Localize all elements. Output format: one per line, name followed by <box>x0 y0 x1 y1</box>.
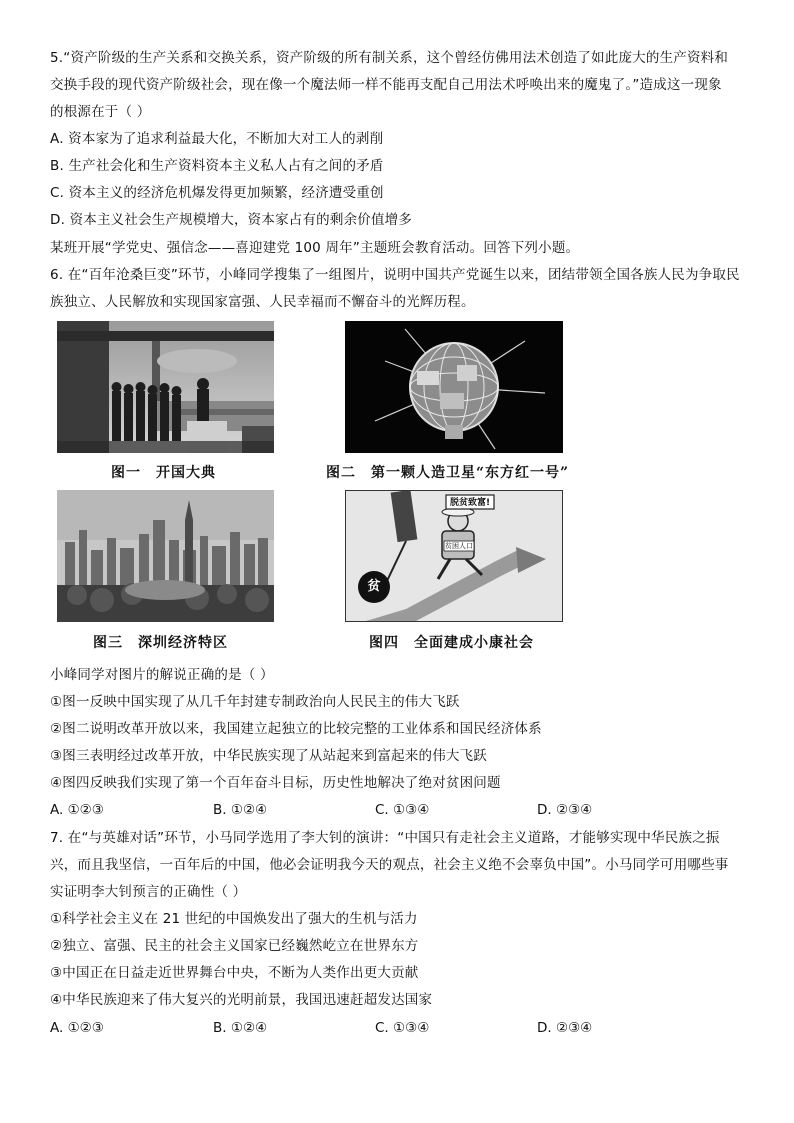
q5-option-c: C. 资本主义的经济危机爆发得更加频繁，经济遭受重创 <box>50 185 384 201</box>
q5-stem-line-2: 交换手段的现代资产阶级社会，现在像一个魔法师一样不能再支配自己用法术呼唤出来的魔鬼了。”造成这一现象 <box>50 77 722 93</box>
caption-figure-1: 图一 开国大典 <box>111 465 216 481</box>
caption-figure-3: 图三 深圳经济特区 <box>93 635 228 651</box>
q6-choice-a: A. ①②③ <box>50 802 104 818</box>
figure-cartoon-illustration <box>345 490 563 622</box>
q5-stem-line-1: 5.“资产阶级的生产关系和交换关系，资产阶级的所有制关系，这个曾经仿佛用法术创造了如此庞大的生产资料和 <box>50 50 729 66</box>
q5-stem-line-3: 的根源在于（ ） <box>50 104 151 120</box>
cartoon-badge-text: 贫困人口 <box>445 542 473 550</box>
q7-statement-2: ②独立、富强、民主的社会主义国家已经巍然屹立在世界东方 <box>50 938 419 954</box>
q6-choice-c: C. ①③④ <box>375 802 430 818</box>
section-intro: 某班开展“学党史、强信念——喜迎建党 100 周年”主题班会教育活动。回答下列小题。 <box>50 240 580 256</box>
q6-statement-1: ①图一反映中国实现了从几千年封建专制政治向人民民主的伟大飞跃 <box>50 694 460 710</box>
q6-statement-3: ③图三表明经过改革开放，中华民族实现了从站起来到富起来的伟大飞跃 <box>50 748 488 764</box>
q7-choice-b: B. ①②④ <box>213 1020 268 1036</box>
caption-figure-4: 图四 全面建成小康社会 <box>369 635 534 651</box>
q7-choice-c: C. ①③④ <box>375 1020 430 1036</box>
cartoon-sign-text: 脱贫致富! <box>449 498 491 508</box>
q6-statement-2: ②图二说明改革开放以来，我国建立起独立的比较完整的工业体系和国民经济体系 <box>50 721 542 737</box>
q6-statement-4: ④图四反映我们实现了第一个百年奋斗目标，历史性地解决了绝对贫困问题 <box>50 775 501 791</box>
q7-choice-d: D. ②③④ <box>537 1020 593 1036</box>
cartoon-ball-text: 贫 <box>367 579 381 594</box>
q5-option-a: A. 资本家为了追求利益最大化，不断加大对工人的剥削 <box>50 131 384 147</box>
q7-statement-4: ④中华民族迎来了伟大复兴的光明前景，我国迅速赶超发达国家 <box>50 992 433 1008</box>
q6-stem-line-1: 6. 在“百年沧桑巨变”环节，小峰同学搜集了一组图片，说明中国共产党诞生以来，团结带领全国各族人民为争取民 <box>50 267 740 283</box>
q6-question: 小峰同学对图片的解说正确的是（ ） <box>50 667 274 683</box>
q6-stem-line-2: 族独立、人民解放和实现国家富强、人民幸福而不懈奋斗的光辉历程。 <box>50 294 475 310</box>
q7-choice-a: A. ①②③ <box>50 1020 104 1036</box>
q5-option-b: B. 生产社会化和生产资料资本主义私人占有之间的矛盾 <box>50 158 384 174</box>
q7-stem-line-3: 实证明李大钊预言的正确性（ ） <box>50 884 247 900</box>
figure-shenzhen-skyline-photo <box>57 490 274 622</box>
q5-option-d: D. 资本主义社会生产规模增大，资本家占有的剩余价值增多 <box>50 212 413 228</box>
q7-statement-3: ③中国正在日益走近世界舞台中央，不断为人类作出更大贡献 <box>50 965 419 981</box>
figure-founding-ceremony-photo <box>57 321 274 453</box>
q7-stem-line-2: 兴，而且我坚信，一百年后的中国，他必会证明我今天的观点，社会主义绝不会辜负中国”。小马同学可用哪些事 <box>50 857 729 873</box>
q7-stem-line-1: 7. 在“与英雄对话”环节，小马同学选用了李大钊的演讲：“中国只有走社会主义道路，才能够实现中华民族之振 <box>50 830 720 846</box>
caption-figure-2: 图二 第一颗人造卫星“东方红一号” <box>326 465 570 481</box>
q7-statement-1: ①科学社会主义在 21 世纪的中国焕发出了强大的生机与活力 <box>50 911 418 927</box>
q6-choice-b: B. ①②④ <box>213 802 268 818</box>
figure-satellite-photo <box>345 321 563 453</box>
q6-choice-d: D. ②③④ <box>537 802 593 818</box>
